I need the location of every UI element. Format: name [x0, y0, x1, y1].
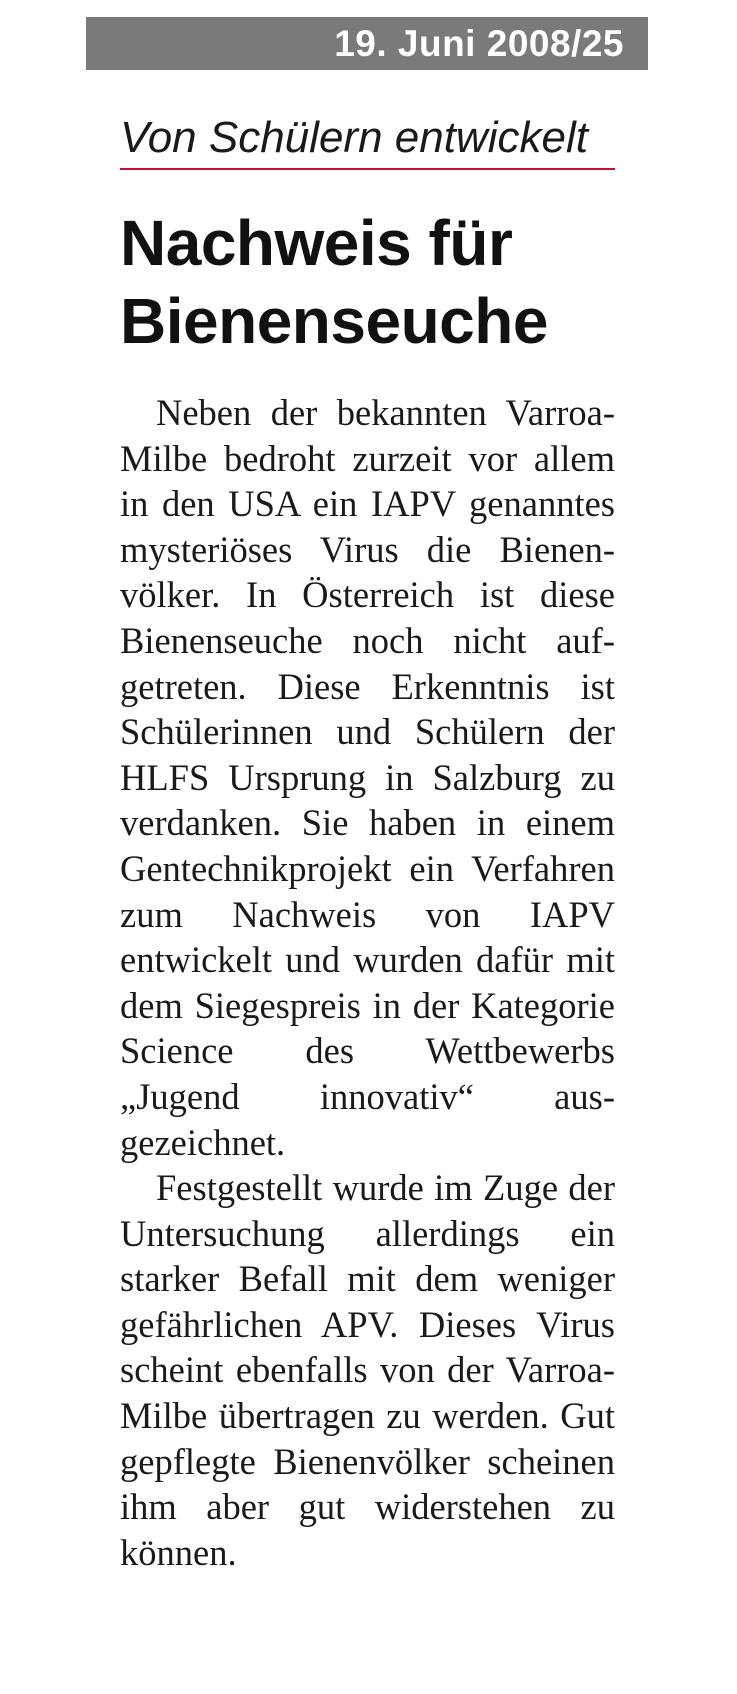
kicker: Von Schülern entwickelt [120, 113, 588, 162]
headline [120, 204, 615, 360]
date-issue: 19. Juni 2008/25 [334, 23, 624, 64]
paragraph-2: Festgestellt wurde im Zuge der Untersuchung allerdings ein starker Befall mit dem weniger gefährlichen APV. Dieses Virus scheint ebenfalls von der Varroa-Milbe übertragen zu werden. Gut gepflegte Bienenvölker scheinen ihm aber gut widerstehen zu können. [120, 1167, 615, 1573]
date-issue-bar [86, 17, 648, 70]
headline-line-2: Bienenseuche [120, 285, 548, 357]
paragraph-1: Neben der bekannten Varroa-Milbe bedroht zurzeit vor allem in den USA ein IAPV genanntes mysteriöses Virus die Bienenvölker. In Österreich ist diese Bienenseuche noch nicht aufgetreten. Diese Erkenntnis ist Schülerinnen und Schülern der HLFS Ursprung in Salzburg zu verdanken. Sie haben in einem Gentechnikprojekt ein Verfahren zum Nachweis von IAPV entwickelt und wurden dafür mit dem Siegespreis in der Kategorie Science des Wettbewerbs „Jugend innovativ“ ausgezeichnet. [120, 392, 615, 1163]
article-body [120, 390, 615, 1575]
headline-line-1: Nachweis für [120, 207, 513, 279]
kicker-rule [120, 168, 615, 170]
